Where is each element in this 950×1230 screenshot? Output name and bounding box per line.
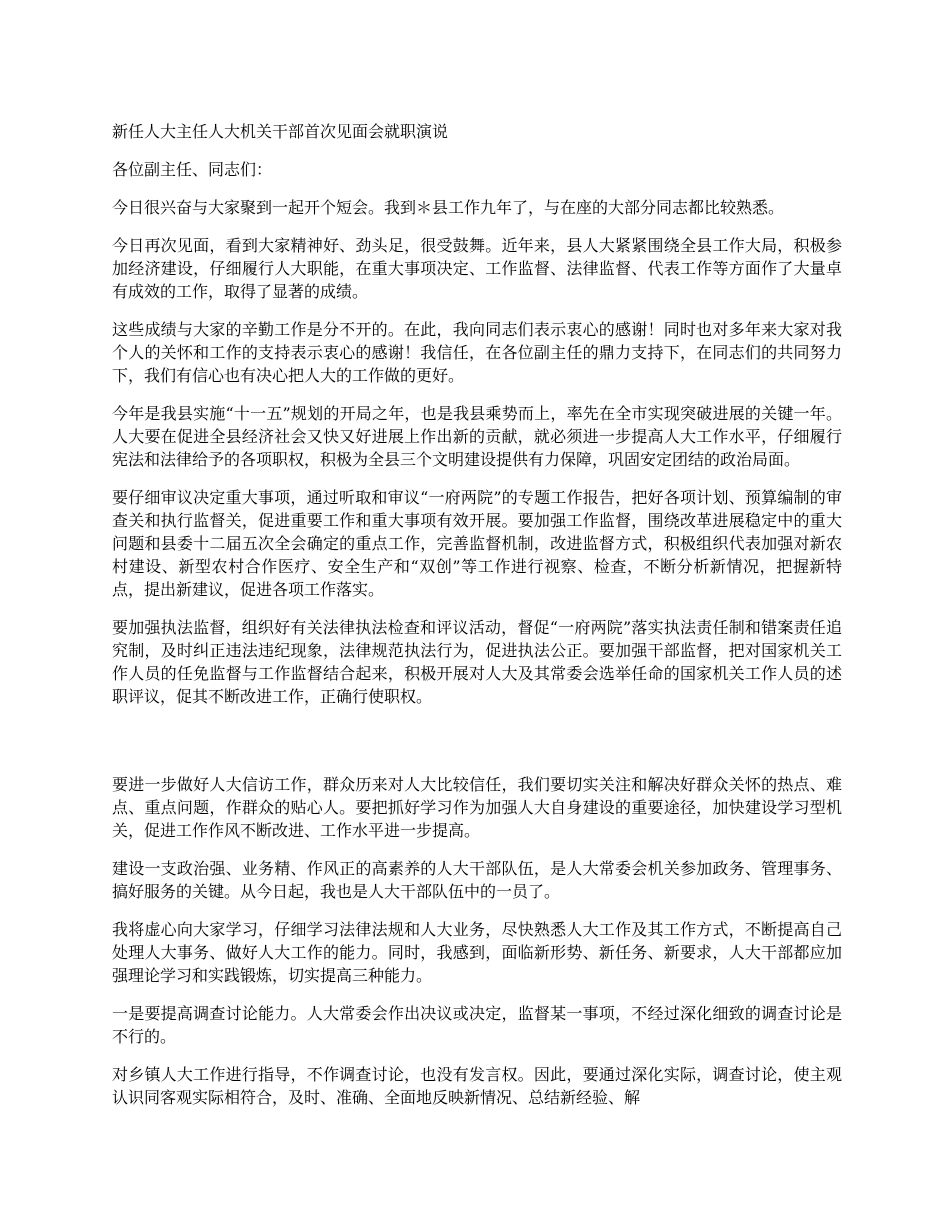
section-gap bbox=[112, 723, 842, 773]
paragraph-2: 今日再次见面，看到大家精神好、劲头足，很受鼓舞。近年来，县人大紧紧围绕全县工作大局，积极参加经济建设，仔细履行人大职能，在重大事项决定、工作监督、法律监督、代表工作等方面作了大量卓有成效的工作，取得了显著的成绩。 bbox=[112, 236, 842, 301]
paragraph-7: 要进一步做好人大信访工作，群众历来对人大比较信任，我们要切实关注和解决好群众关怀的热点、难点、重点问题，作群众的贴心人。要把抓好学习作为加强人大自身建设的重要途径，加快建设学习型机关，促进工作作风不断改进、工作水平进一步提高。 bbox=[112, 775, 842, 840]
paragraph-5: 要仔细审议决定重大事项，通过听取和审议“一府两院”的专题工作报告，把好各项计划、预算编制的审查关和执行监督关，促进重要工作和重大事项有效开展。要加强工作监督，围绕改革进展稳定中的重大问题和县委十二届五次全会确定的重点工作，完善监督机制，改进监督方式，积极组织代表加强对新农村建设、新型农村合作医疗、安全生产和“双创”等工作进行视察、检查，不断分析新情况，把握新特点，提出新建议，促进各项工作落实。 bbox=[112, 488, 842, 599]
paragraph-9: 我将虚心向大家学习，仔细学习法律法规和人大业务，尽快熟悉人大工作及其工作方式，不断提高自己处理人大事务、做好人大工作的能力。同时，我感到，面临新形势、新任务、新要求，人大干部都应加强理论学习和实践锻炼，切实提高三种能力。 bbox=[112, 920, 842, 985]
document-page bbox=[112, 120, 842, 1124]
paragraph-8: 建设一支政治强、业务精、作风正的高素养的人大干部队伍，是人大常委会机关参加政务、管理事务、搞好服务的关键。从今日起，我也是人大干部队伍中的一员了。 bbox=[112, 859, 842, 901]
paragraph-10: 一是要提高调查讨论能力。人大常委会作出决议或决定，监督某一事项，不经过深化细致的调查讨论是不行的。 bbox=[112, 1004, 842, 1046]
paragraph-6: 要加强执法监督，组织好有关法律执法检查和评议活动，督促“一府两院”落实执法责任制和错案责任追究制，及时纠正违法违纪现象，法律规范执法行为，促进执法公正。要加强干部监督，把对国家机关工作人员的任免监督与工作监督结合起来，积极开展对人大及其常委会选举任命的国家机关工作人员的述职评议，促其不断改进工作，正确行使职权。 bbox=[112, 618, 842, 706]
paragraph-11: 对乡镇人大工作进行指导，不作调查讨论，也没有发言权。因此，要通过深化实际，调查讨论，使主观认识同客观实际相符合，及时、准确、全面地反映新情况、总结新经验、解 bbox=[112, 1065, 842, 1107]
paragraph-4: 今年是我县实施“十一五”规划的开局之年，也是我县乘势而上，率先在全市实现突破进展的关键一年。人大要在促进全县经济社会又快又好进展上作出新的贡献，就必须进一步提高人大工作水平，仔细履行宪法和法律给予的各项职权，积极为全县三个文明建设提供有力保障，巩固安定团结的政治局面。 bbox=[112, 404, 842, 469]
paragraph-3: 这些成绩与大家的辛勤工作是分不开的。在此，我向同志们表示衷心的感谢！同时也对多年来大家对我个人的关怀和工作的支持表示衷心的感谢！我信任，在各位副主任的鼎力支持下，在同志们的共同努力下，我们有信心也有决心把人大的工作做的更好。 bbox=[112, 320, 842, 385]
paragraph-1: 今日很兴奋与大家聚到一起开个短会。我到＊县工作九年了，与在座的大部分同志都比较熟悉。 bbox=[112, 198, 785, 217]
salutation: 各位副主任、同志们： bbox=[112, 160, 273, 179]
document-title: 新任人大主任人大机关干部首次见面会就职演说 bbox=[112, 122, 449, 141]
